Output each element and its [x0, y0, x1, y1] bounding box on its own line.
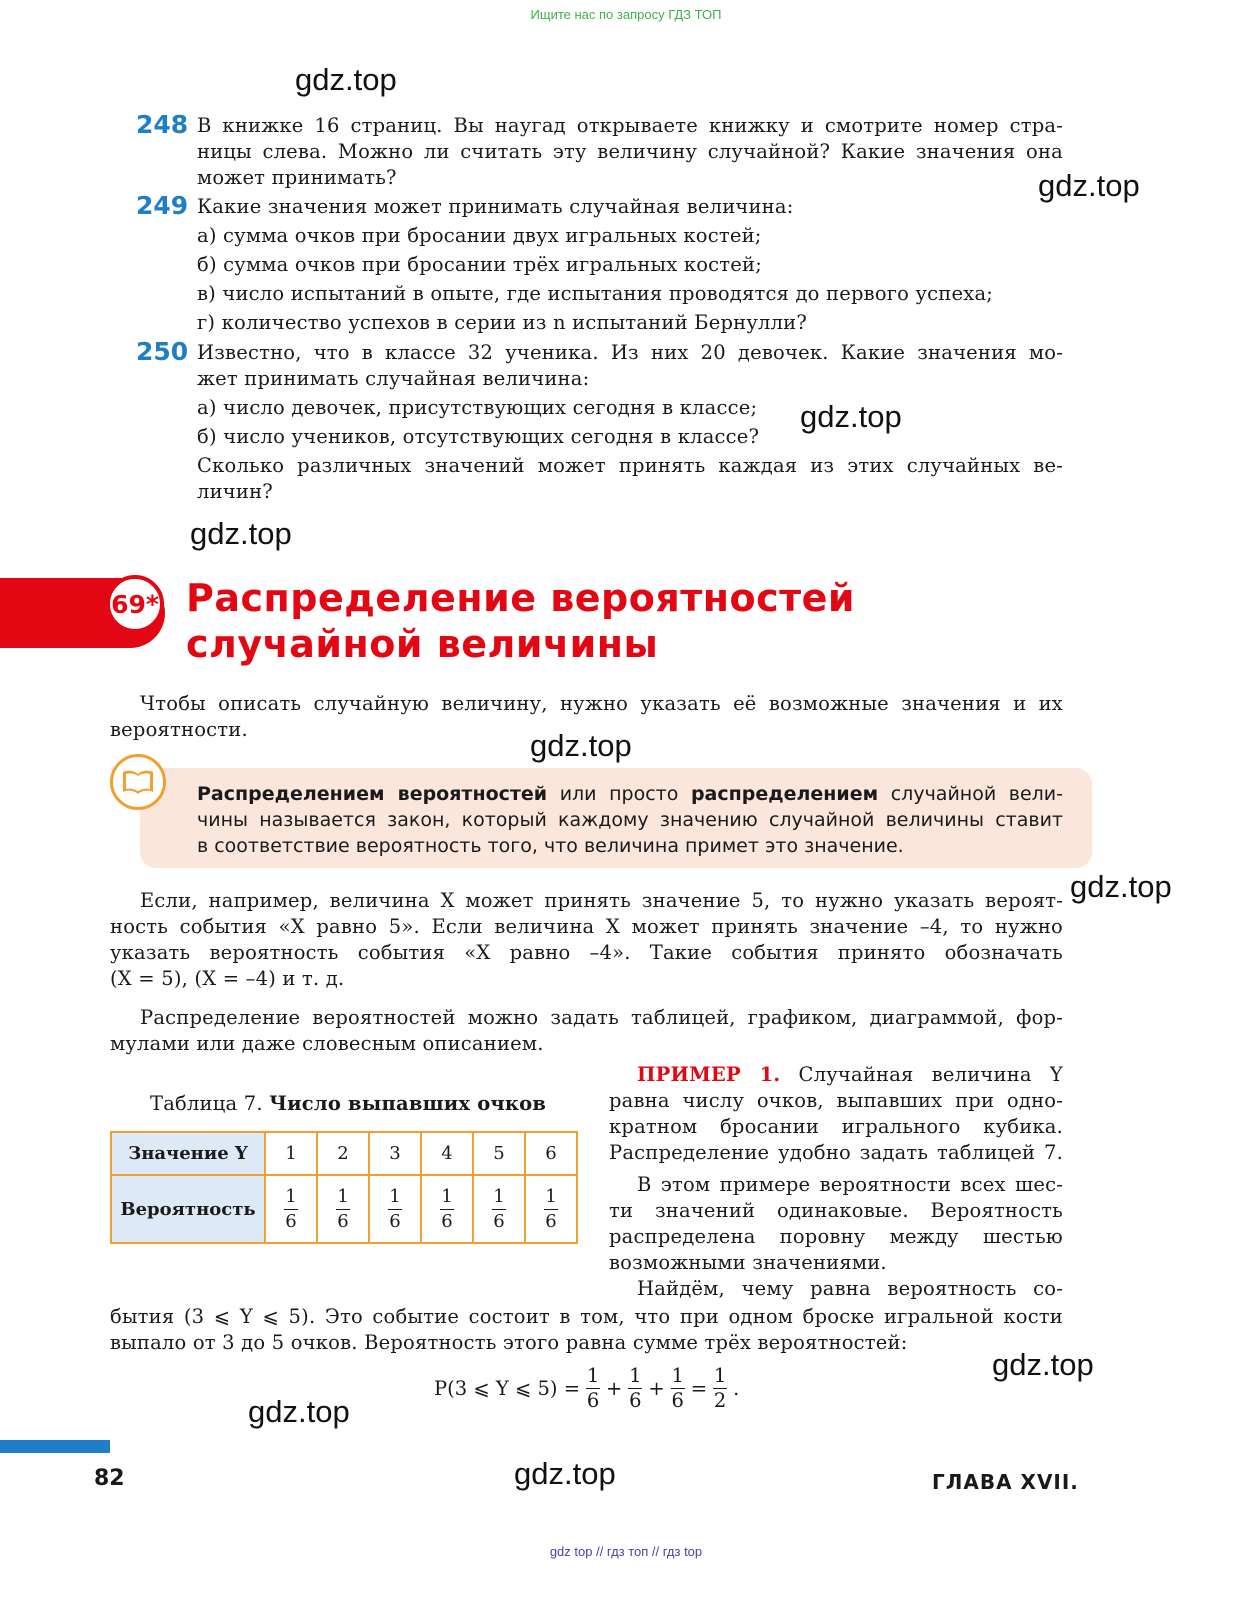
example-block [609, 1062, 1063, 1302]
problem-line: а) число девочек, присутствующих сегодня в классе; [197, 396, 758, 419]
section-title-line: случайной величины [186, 622, 659, 666]
fraction-denominator: 6 [629, 1389, 642, 1412]
table-cell [265, 1175, 317, 1243]
bottom-banner[interactable]: gdz top // гдз топ // гдз top [549, 1544, 703, 1559]
example-line: Найдём, чему равна вероятность со- [637, 1277, 1063, 1300]
example-label: ПРИМЕР 1. [637, 1063, 781, 1086]
problem-line: Известно, что в классе 32 ученика. Из них 20 девочек. Какие значения мо- [197, 341, 1063, 364]
table-header-cell: Вероятность [111, 1175, 265, 1243]
problem-250-text [197, 340, 1063, 505]
fraction-numerator: 1 [389, 1186, 401, 1207]
example-line: бытия (3 ⩽ Y ⩽ 5). Это событие состоит в том, что при одном броске игральной кости [110, 1305, 1063, 1328]
table-cell [473, 1175, 525, 1243]
problem-line: ницы слева. Можно ли считать эту величину случайной? Какие значения она [197, 140, 1063, 163]
definition-text-part: случайной вели- [878, 783, 1064, 805]
problem-line: г) количество успехов в серии из n испытаний Бернулли? [197, 311, 808, 334]
section-number-badge: 69* [106, 575, 164, 633]
plus-sign: + [606, 1377, 623, 1400]
watermark: gdz.top [248, 1394, 350, 1429]
watermark: gdz.top [1070, 869, 1172, 904]
problem-number-249: 249 [136, 191, 189, 220]
problem-number-250: 250 [136, 337, 189, 366]
table-cell: 3 [369, 1132, 421, 1175]
table-caption-title: Число выпавших очков [269, 1092, 547, 1115]
problem-line: В книжке 16 страниц. Вы наугад открываете книжку и смотрите номер стра- [197, 114, 1063, 137]
fraction-numerator: 1 [586, 1364, 600, 1387]
paragraph-line: Распределение вероятностей можно задать таблицей, графиком, диаграммой, фор- [140, 1006, 1063, 1029]
watermark: gdz.top [800, 399, 902, 434]
table-cell [421, 1175, 473, 1243]
fraction-denominator: 6 [389, 1211, 401, 1232]
watermark: gdz.top [514, 1456, 616, 1491]
table-caption-prefix: Таблица 7. [150, 1092, 263, 1115]
table-cell: 2 [317, 1132, 369, 1175]
table-cell: 4 [421, 1132, 473, 1175]
fraction-denominator: 6 [441, 1211, 453, 1232]
table-header-cell: Значение Y [111, 1132, 265, 1175]
fraction [713, 1366, 727, 1411]
definition-text-part: или просто [547, 783, 691, 805]
fraction-numerator: 1 [337, 1186, 349, 1207]
example-line: выпало от 3 до 5 очков. Вероятность этого равна сумме трёх вероятностей: [110, 1331, 908, 1354]
fraction [586, 1366, 600, 1411]
paragraph-line: ность события «X равно 5». Если величина X может принять значение –4, то нужно [110, 915, 1063, 938]
example-line: ти значений одинаковые. Вероятность [609, 1199, 1063, 1222]
fraction-denominator: 6 [285, 1211, 297, 1232]
problem-line: жет принимать случайная величина: [197, 367, 590, 390]
table-row [111, 1132, 577, 1175]
example-line: распределена поровну между шестью [609, 1225, 1063, 1248]
problem-number-248: 248 [136, 110, 189, 139]
paragraph-line: указать вероятность события «X равно –4». Такие события принято обозначать [110, 941, 1063, 964]
fraction [671, 1366, 685, 1411]
problem-248-text [197, 113, 1063, 191]
problem-line: а) сумма очков при бросании двух игральных костей; [197, 224, 762, 247]
watermark: gdz.top [190, 516, 292, 551]
section-title [186, 575, 855, 667]
paragraph [110, 1005, 1063, 1057]
table-row [111, 1175, 577, 1243]
fraction [544, 1187, 558, 1232]
example-line: равна числу очков, выпавших при одно- [609, 1089, 1063, 1112]
fraction [440, 1187, 454, 1232]
example-text: Случайная величина Y [798, 1063, 1063, 1086]
fraction-numerator: 1 [285, 1186, 297, 1207]
fraction-denominator: 6 [586, 1389, 600, 1412]
paragraph-line: (X = 5), (X = –4) и т. д. [110, 967, 345, 990]
table-cell [369, 1175, 421, 1243]
plus-sign: + [648, 1377, 665, 1400]
intro-line: вероятности. [110, 718, 248, 741]
fraction [492, 1187, 506, 1232]
example-line [609, 1062, 1063, 1088]
fraction-numerator: 1 [441, 1186, 453, 1207]
problem-line: может принимать? [197, 166, 397, 189]
fraction-numerator: 1 [545, 1186, 557, 1207]
problem-line: в) число испытаний в опыте, где испытания проводятся до первого успеха; [197, 282, 994, 305]
paragraph-line: Если, например, величина X может принять значение 5, то нужно указать вероят- [140, 889, 1063, 912]
table-cell [525, 1175, 577, 1243]
fraction [284, 1187, 298, 1232]
fraction-denominator: 6 [545, 1211, 557, 1232]
definition-line: в соответствие вероятность того, что величина примет это значение. [197, 835, 904, 857]
top-banner[interactable]: Ищите нас по запросу ГДЗ ТОП [530, 7, 722, 22]
page-marker-bar [0, 1440, 110, 1453]
equals-sign: = [690, 1377, 708, 1400]
fraction [628, 1366, 642, 1411]
watermark: gdz.top [1038, 168, 1140, 203]
fraction-denominator: 2 [713, 1389, 727, 1412]
watermark: gdz.top [530, 728, 632, 763]
table-cell: 6 [525, 1132, 577, 1175]
definition-line: чины называется закон, который каждому значению случайной величины ставит [197, 809, 1063, 831]
formula [434, 1366, 739, 1411]
table-cell [317, 1175, 369, 1243]
definition-text [197, 781, 1063, 859]
problem-line: Сколько различных значений может принять каждая из этих случайных ве- [197, 454, 1063, 477]
table-caption [150, 1091, 546, 1117]
paragraph-line: мулами или даже словесным описанием. [110, 1032, 544, 1055]
intro-line: Чтобы описать случайную величину, нужно указать её возможные значения и их [140, 692, 1063, 715]
fraction-denominator: 6 [671, 1389, 684, 1412]
table-cell: 1 [265, 1132, 317, 1175]
watermark: gdz.top [295, 62, 397, 97]
problem-line: б) сумма очков при бросании трёх игральных костей; [197, 253, 762, 276]
definition-term: Распределением вероятностей [197, 783, 548, 805]
section-title-line: Распределение вероятностей [186, 576, 856, 620]
problem-249-text [197, 194, 1063, 339]
example-line: В этом примере вероятности всех шес- [637, 1173, 1063, 1196]
example-continuation [110, 1304, 1063, 1356]
fraction [336, 1187, 350, 1232]
fraction-numerator: 1 [629, 1364, 642, 1387]
fraction-denominator: 6 [337, 1211, 349, 1232]
formula-lhs: P(3 ⩽ Y ⩽ 5) = [434, 1377, 581, 1400]
paragraph [110, 888, 1063, 992]
fraction-numerator: 1 [493, 1186, 505, 1207]
problem-line: личин? [197, 480, 273, 503]
problem-line: б) число учеников, отсутствующих сегодня в классе? [197, 425, 760, 448]
example-line: возможными значениями. [609, 1251, 887, 1274]
intro-paragraph [110, 691, 1063, 743]
period: . [733, 1377, 740, 1400]
table-cell: 5 [473, 1132, 525, 1175]
distribution-table [110, 1131, 578, 1244]
example-line: кратном бросании игрального кубика. [609, 1115, 1063, 1138]
definition-term: распределением [690, 783, 879, 805]
watermark: gdz.top [992, 1347, 1094, 1382]
example-line: Распределение удобно задать таблицей 7. [609, 1141, 1063, 1164]
fraction-numerator: 1 [713, 1364, 727, 1387]
fraction-denominator: 6 [493, 1211, 505, 1232]
open-book-icon [110, 754, 166, 810]
chapter-label: ГЛАВА XVII. [932, 1470, 1079, 1494]
page-number: 82 [94, 1466, 125, 1491]
fraction-numerator: 1 [671, 1364, 684, 1387]
problem-line: Какие значения может принимать случайная величина: [197, 195, 794, 218]
fraction [388, 1187, 402, 1232]
